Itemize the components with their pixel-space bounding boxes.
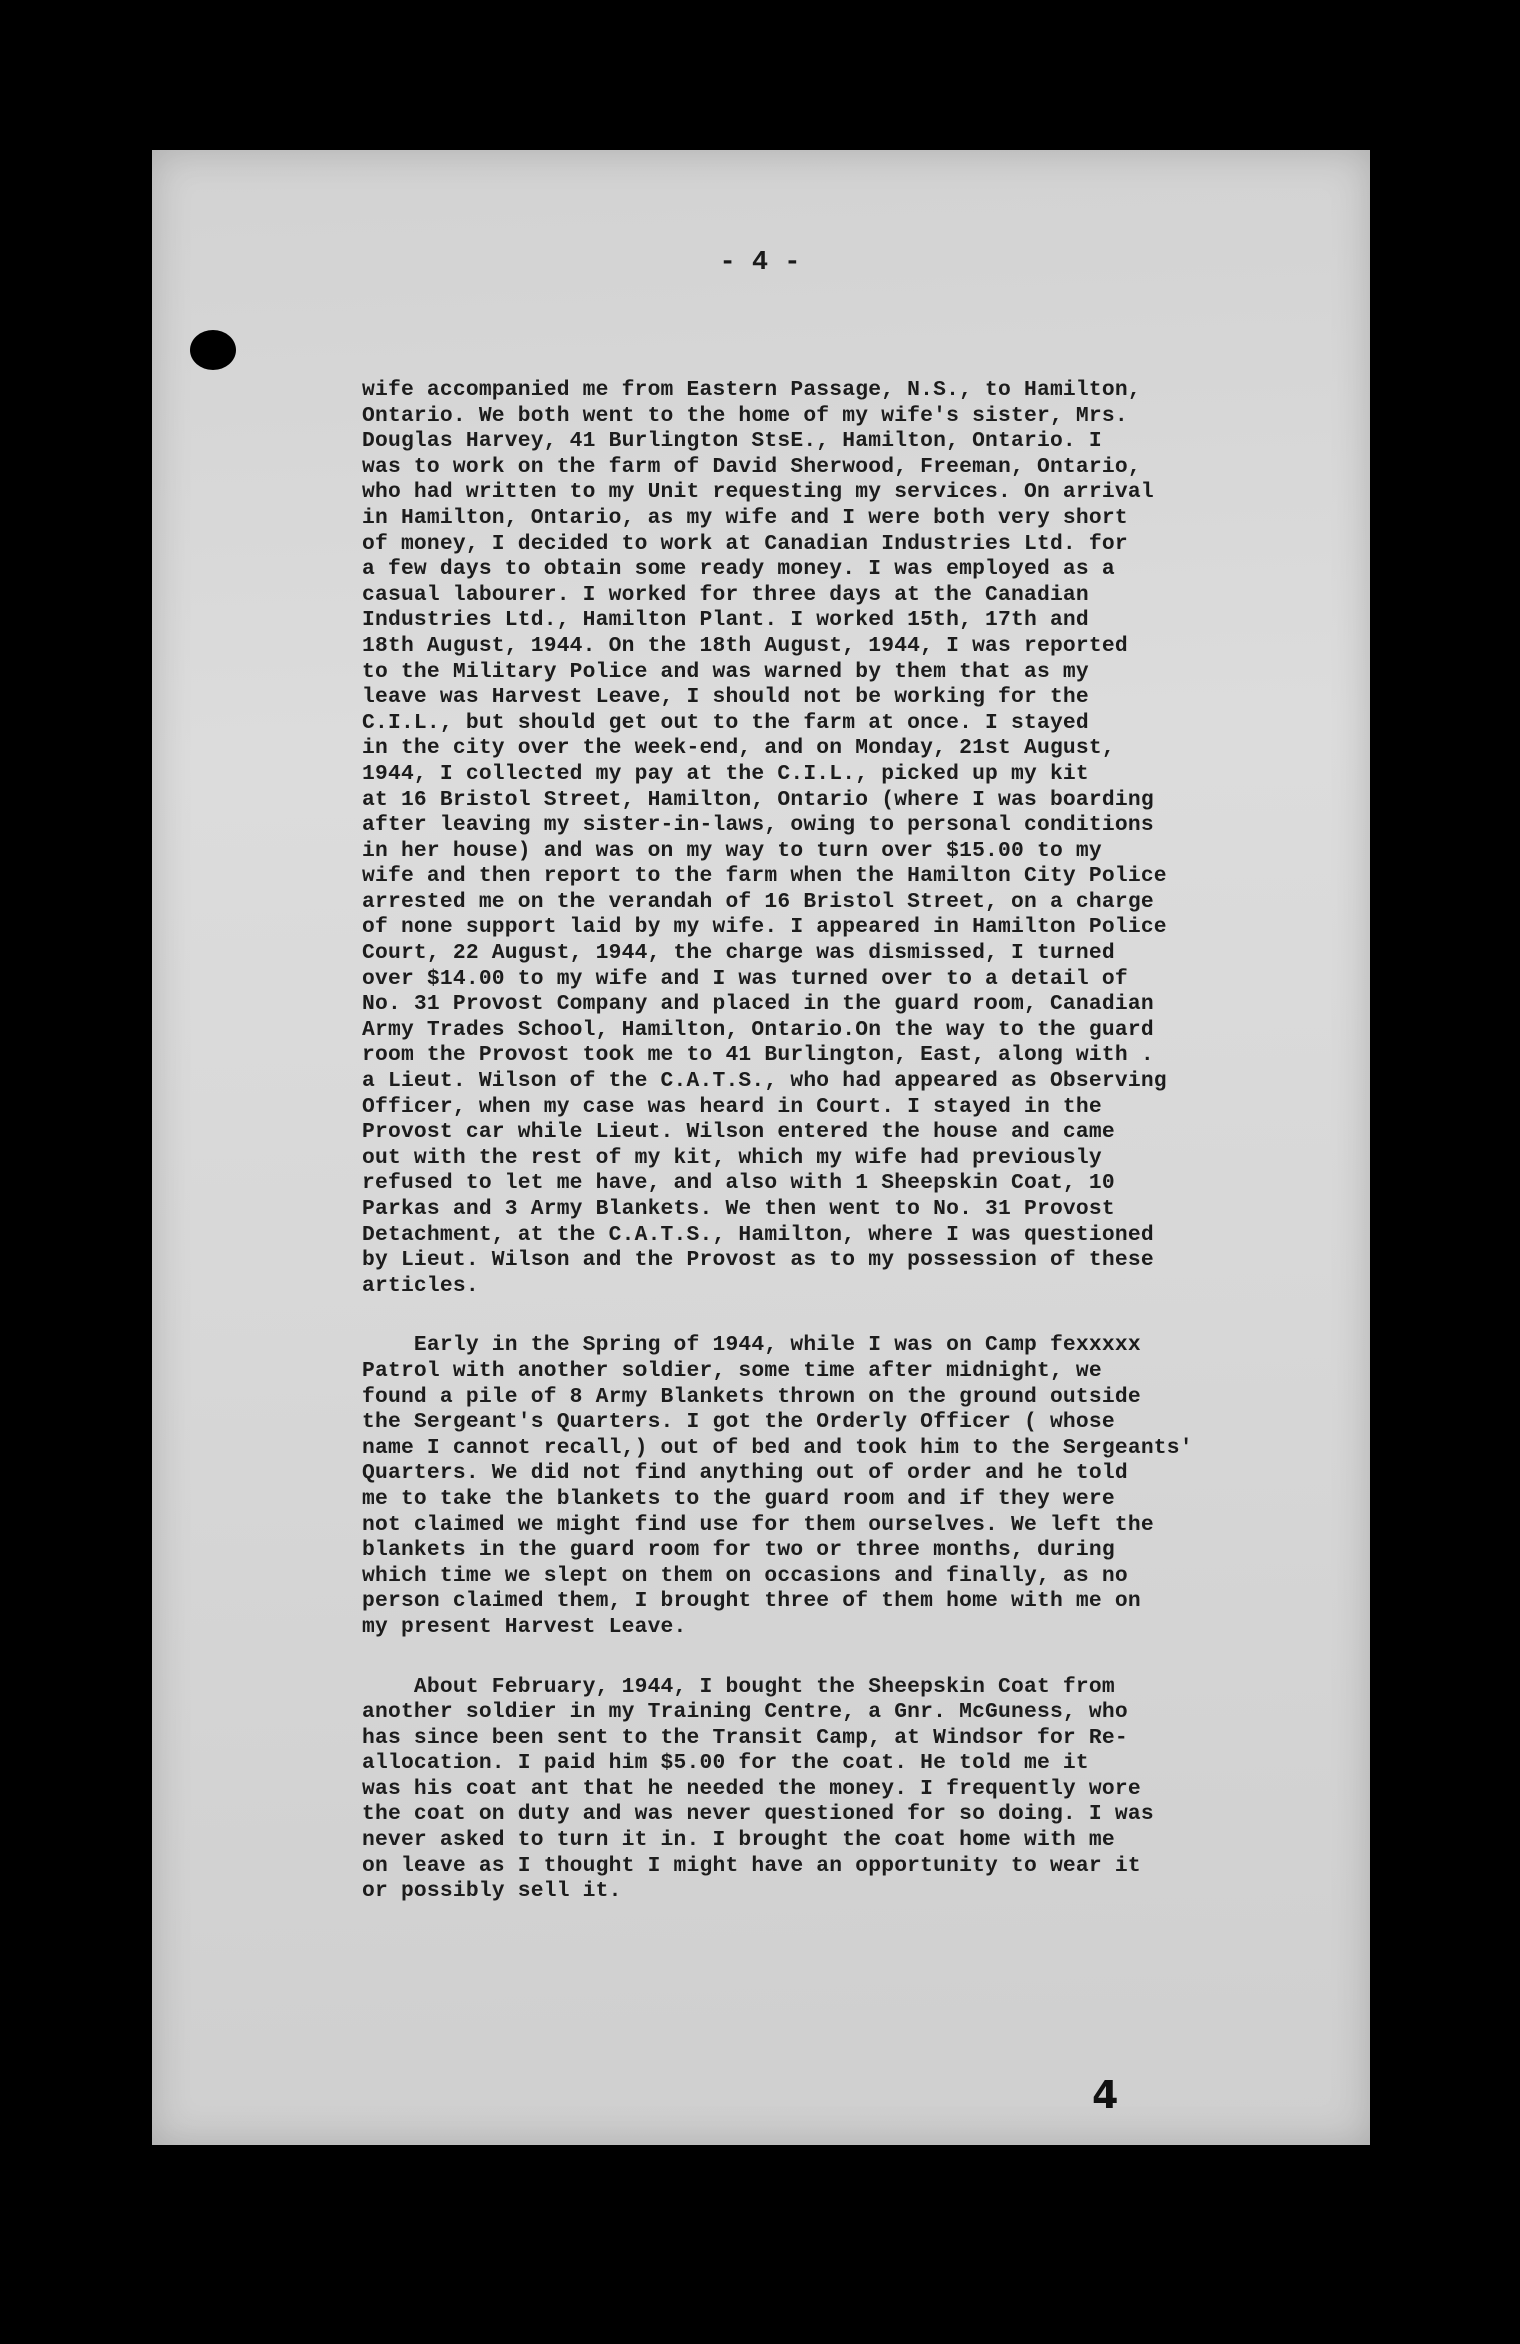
text-line: a few days to obtain some ready money. I was employed as a (362, 557, 1115, 582)
text-line: Provost car while Lieut. Wilson entered the house and came (362, 1120, 1115, 1145)
text-line: over $14.00 to my wife and I was turned over to a detail of (362, 966, 1128, 991)
text-line: was his coat ant that he needed the money. I frequently wore (362, 1776, 1141, 1801)
text-line: 18th August, 1944. On the 18th August, 1944, I was reported (362, 633, 1128, 658)
text-line: Industries Ltd., Hamilton Plant. I worked 15th, 17th and (362, 608, 1089, 633)
paragraph-army-blankets (362, 1333, 1322, 1640)
text-line: leave was Harvest Leave, I should not be working for the (362, 685, 1089, 710)
text-line: 1944, I collected my pay at the C.I.L., picked up my kit (362, 761, 1089, 786)
text-line: the coat on duty and was never questioned for so doing. I was (362, 1802, 1154, 1827)
text-line: another soldier in my Training Centre, a Gnr. McGuness, who (362, 1700, 1128, 1725)
text-line: Army Trades School, Hamilton, Ontario.On the way to the guard (362, 1017, 1154, 1042)
page-number: - 4 - (719, 248, 801, 278)
text-line: wife accompanied me from Eastern Passage, N.S., to Hamilton, (362, 378, 1141, 402)
text-line: room the Provost took me to 41 Burlington, East, along with . (362, 1043, 1154, 1068)
text-line: at 16 Bristol Street, Hamilton, Ontario (where I was boarding (362, 787, 1154, 812)
text-line: refused to let me have, and also with 1 Sheepskin Coat, 10 (362, 1171, 1115, 1196)
paragraph-sheepskin-coat (362, 1675, 1322, 1905)
text-line: in the city over the week-end, and on Monday, 21st August, (362, 736, 1115, 761)
text-line: never asked to turn it in. I brought the coat home with me (362, 1828, 1115, 1853)
text-line: Court, 22 August, 1944, the charge was dismissed, I turned (362, 941, 1115, 966)
text-line: not claimed we might find use for them ourselves. We left the (362, 1512, 1154, 1537)
text-line: casual labourer. I worked for three days at the Canadian (362, 582, 1089, 607)
text-line: Douglas Harvey, 41 Burlington StsE., Hamilton, Ontario. I (362, 429, 1102, 454)
punch-hole (190, 330, 236, 370)
text-line: a Lieut. Wilson of the C.A.T.S., who had appeared as Observing (362, 1069, 1167, 1094)
text-line: person claimed them, I brought three of them home with me on (362, 1589, 1141, 1614)
text-line: blankets in the guard room for two or three months, during (362, 1538, 1115, 1563)
text-line: articles. (362, 1273, 479, 1298)
document-body (362, 378, 1322, 1905)
text-line: name I cannot recall,) out of bed and took him to the Sergeants' (362, 1435, 1193, 1460)
text-line: has since been sent to the Transit Camp, at Windsor for Re- (362, 1725, 1128, 1750)
text-line: me to take the blankets to the guard room and if they were (362, 1486, 1115, 1511)
text-line: Officer, when my case was heard in Court. I stayed in the (362, 1094, 1102, 1119)
text-line: my present Harvest Leave. (362, 1614, 687, 1639)
text-line: in her house) and was on my way to turn over $15.00 to my (362, 838, 1102, 863)
text-line: to the Military Police and was warned by them that as my (362, 659, 1089, 684)
text-line: found a pile of 8 Army Blankets thrown on the ground outside (362, 1384, 1141, 1409)
text-line: Parkas and 3 Army Blankets. We then went to No. 31 Provost (362, 1197, 1115, 1221)
text-line: on leave as I thought I might have an opportunity to wear it (362, 1853, 1141, 1878)
text-line: No. 31 Provost Company and placed in the guard room, Canadian (362, 992, 1154, 1017)
text-line: of none support laid by my wife. I appeared in Hamilton Police (362, 915, 1167, 940)
text-line: by Lieut. Wilson and the Provost as to my possession of these (362, 1248, 1154, 1273)
paragraph-spacer (362, 1641, 1322, 1675)
text-line: after leaving my sister-in-laws, owing to personal conditions (362, 813, 1154, 838)
handwritten-page-mark: 4 (1092, 2073, 1119, 2117)
text-line: or possibly sell it. (362, 1879, 622, 1904)
text-line: was to work on the farm of David Sherwood, Freeman, Ontario, (362, 454, 1141, 479)
text-line: allocation. I paid him $5.00 for the coat. He told me it (362, 1751, 1089, 1776)
text-line: who had written to my Unit requesting my services. On arrival (362, 480, 1154, 505)
text-line: Ontario. We both went to the home of my wife's sister, Mrs. (362, 403, 1128, 428)
text-line: Quarters. We did not find anything out of order and he told (362, 1461, 1128, 1486)
text-line: the Sergeant's Quarters. I got the Orderly Officer ( whose (362, 1410, 1115, 1435)
text-line: in Hamilton, Ontario, as my wife and I were both very short (362, 505, 1128, 530)
text-line: Early in the Spring of 1944, while I was on Camp fexxxxx (362, 1333, 1141, 1358)
text-line: Patrol with another soldier, some time after midnight, we (362, 1358, 1102, 1383)
text-line: About February, 1944, I bought the Sheepskin Coat from (362, 1674, 1115, 1699)
paragraph-kit-and-arrest (362, 378, 1322, 1299)
text-line: Detachment, at the C.A.T.S., Hamilton, where I was questioned (362, 1222, 1154, 1247)
text-line: arrested me on the verandah of 16 Bristol Street, on a charge (362, 889, 1154, 914)
text-line: C.I.L., but should get out to the farm at once. I stayed (362, 710, 1089, 735)
text-line: wife and then report to the farm when the Hamilton City Police (362, 864, 1167, 889)
text-line: which time we slept on them on occasions and finally, as no (362, 1563, 1128, 1588)
text-line: of money, I decided to work at Canadian Industries Ltd. for (362, 531, 1128, 556)
text-line: out with the rest of my kit, which my wife had previously (362, 1145, 1102, 1170)
paragraph-spacer (362, 1299, 1322, 1333)
